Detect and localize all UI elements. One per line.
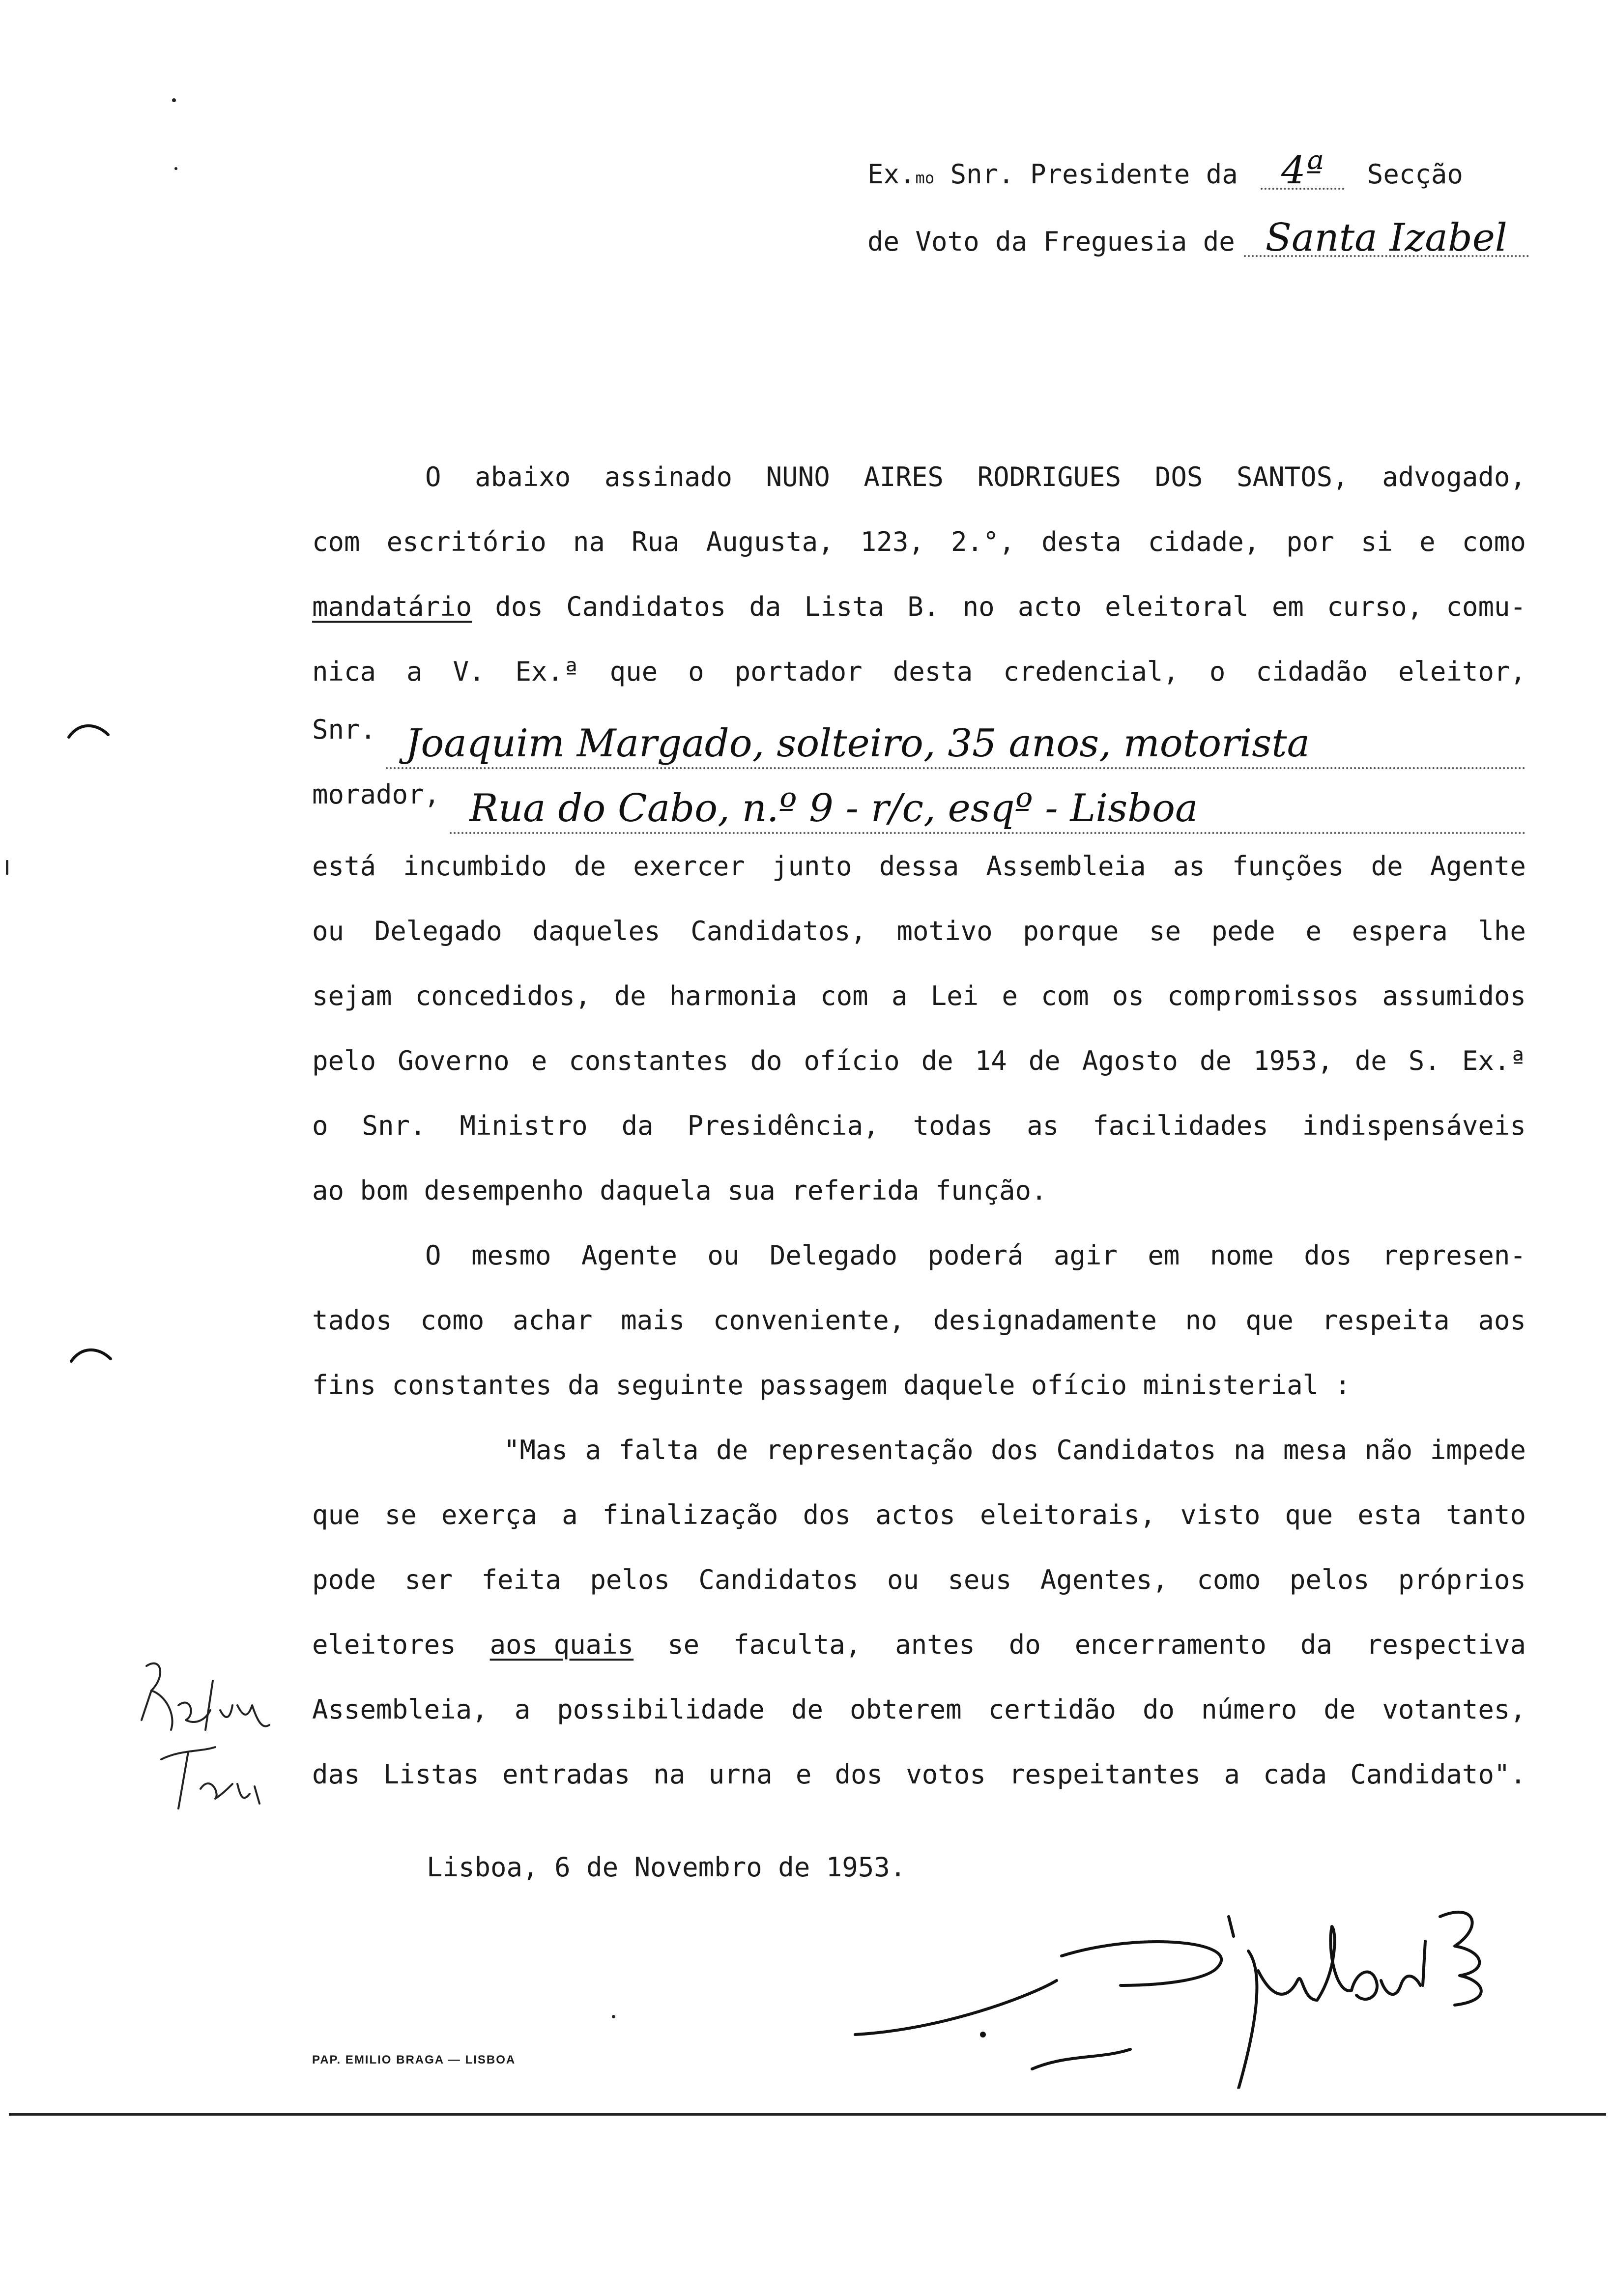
body-word: AIRES — [864, 461, 944, 492]
body-word: daqueles — [532, 916, 661, 947]
body-word: ofício — [804, 1045, 900, 1076]
body-line — [312, 574, 1526, 639]
body-word: aos — [1478, 1305, 1526, 1336]
body-word: visto — [1180, 1499, 1261, 1530]
body-line — [312, 1158, 1526, 1223]
body-word: do — [750, 1045, 782, 1076]
signature — [845, 1872, 1533, 2089]
body-word: concedidos, — [415, 980, 591, 1011]
body-word: e — [531, 1045, 547, 1076]
body-word: Lei — [930, 980, 979, 1011]
body-word: a — [562, 1499, 578, 1530]
body-line — [312, 639, 1526, 704]
quote-line — [312, 1418, 1526, 1483]
body-line — [312, 1223, 1526, 1288]
body-word: exercer — [633, 851, 745, 882]
body-line-text: fins constantes da seguinte passagem daquele ofício ministerial : — [312, 1370, 1351, 1401]
quote-line — [312, 1548, 1526, 1612]
body-word: está — [312, 851, 376, 882]
body-word: Ministro — [460, 1110, 588, 1141]
body-word: respeita — [1322, 1305, 1450, 1336]
snr-label: Snr. — [312, 714, 376, 745]
body-word: cidade, — [1148, 526, 1260, 557]
body-word: cada — [1263, 1759, 1327, 1790]
body-word: de — [1324, 1694, 1356, 1725]
body-word: de — [716, 1435, 748, 1465]
body-word: curso, — [1327, 591, 1423, 622]
body-word: o — [1209, 656, 1226, 687]
body-word: assumidos — [1382, 980, 1526, 1011]
body-word: próprios — [1398, 1564, 1526, 1595]
body-word: poderá — [927, 1240, 1024, 1271]
body-word: de — [791, 1694, 824, 1725]
body-word: que — [1245, 1305, 1294, 1336]
snr-field-row — [312, 704, 1526, 769]
body-word: de — [614, 980, 646, 1011]
body-word: pelos — [1289, 1564, 1370, 1595]
printer-imprint: PAP. EMILIO BRAGA — LISBOA — [312, 2053, 516, 2066]
body-word: em — [1271, 591, 1304, 622]
body-word: do — [1142, 1694, 1175, 1725]
body-word: da — [1300, 1629, 1332, 1660]
body-word: Candidatos — [566, 591, 726, 622]
body-word: a — [406, 656, 423, 687]
body-word: a — [891, 980, 908, 1011]
body-word: dos — [803, 1499, 851, 1530]
body-word: compromissos — [1167, 980, 1359, 1011]
body-word: certidão — [988, 1694, 1116, 1725]
body-word: a — [585, 1435, 602, 1465]
body-word: SANTOS, — [1237, 461, 1349, 492]
body-word: pede — [1211, 916, 1275, 947]
body-word: possibilidade — [557, 1694, 765, 1725]
body-word: comu- — [1446, 591, 1526, 622]
body-word: motivo — [896, 916, 993, 947]
body-word: e — [795, 1759, 812, 1790]
body-word: eleitor, — [1398, 656, 1526, 687]
body-word: urna — [708, 1759, 773, 1790]
body-word: finalização — [602, 1499, 778, 1530]
body-word: não — [1364, 1435, 1413, 1465]
body-word: mesa — [1283, 1435, 1347, 1465]
morador-label: morador, — [312, 779, 440, 810]
body-word: na — [1234, 1435, 1266, 1465]
body-word: e — [1419, 526, 1436, 557]
body-word: entradas — [502, 1759, 631, 1790]
body-word: pelos — [590, 1564, 670, 1595]
body-word: 14 — [975, 1045, 1007, 1076]
body-word: Candidatos — [1056, 1435, 1216, 1465]
body-word: represen- — [1382, 1240, 1526, 1271]
body-word: faculta, — [733, 1629, 862, 1660]
body-word: os — [1112, 980, 1144, 1011]
body-word: das — [312, 1759, 360, 1790]
body-word: O — [425, 461, 441, 492]
body-word: funções — [1232, 851, 1344, 882]
body-word: na — [653, 1759, 686, 1790]
body-word: o — [312, 1110, 328, 1141]
body-word: Agente — [581, 1240, 677, 1271]
header-ex-sup: mo — [915, 169, 935, 187]
body-word: por — [1286, 526, 1334, 557]
letter-header — [867, 143, 1531, 274]
body-word: as — [1027, 1110, 1059, 1141]
body-word: dos — [835, 1759, 883, 1790]
header-seccao-label: Secção — [1351, 159, 1463, 190]
body-word: B. — [907, 591, 940, 622]
punch-mark — [69, 1344, 113, 1364]
body-word: S. — [1408, 1045, 1440, 1076]
handwritten-freguesia: Santa Izabel — [1244, 221, 1529, 257]
body-line — [312, 834, 1526, 899]
body-word: e — [1002, 980, 1018, 1011]
body-word: seus — [948, 1564, 1012, 1595]
body-word: ser — [404, 1564, 453, 1595]
body-line-text: ao bom desempenho daquela sua referida função. — [312, 1175, 1047, 1206]
body-word: 123, — [860, 526, 924, 557]
body-word: Presidência, — [687, 1110, 879, 1141]
margin-handwritten-note — [132, 1646, 299, 1833]
body-word: respectiva — [1366, 1629, 1526, 1660]
body-word: Delegado — [374, 916, 502, 947]
body-word: votos — [906, 1759, 986, 1790]
body-line — [312, 1353, 1526, 1418]
body-word: representação — [765, 1435, 974, 1465]
body-word: votantes, — [1382, 1694, 1526, 1725]
body-word: de — [1354, 1045, 1387, 1076]
body-word: de — [1371, 851, 1403, 882]
body-word: Assembleia — [986, 851, 1146, 882]
body-word: que — [312, 1499, 360, 1530]
body-word: harmonia — [669, 980, 797, 1011]
body-word: pelo — [312, 1045, 376, 1076]
handwritten-agent-name: Joaquim Margado, solteiro, 35 anos, motorista — [386, 720, 1526, 769]
header-line-1 — [867, 143, 1531, 210]
body-word: conveniente, — [713, 1305, 905, 1336]
body-word: tanto — [1446, 1499, 1526, 1530]
body-word: as — [1173, 851, 1205, 882]
body-word: Rua — [631, 526, 680, 557]
body-word: Assembleia, — [312, 1694, 488, 1725]
body-word: portador — [734, 656, 863, 687]
body-word: Ex.ª — [515, 656, 579, 687]
body-word: nome — [1209, 1240, 1274, 1271]
body-word: lhe — [1478, 916, 1526, 947]
body-word: a — [1224, 1759, 1240, 1790]
body-word: pode — [312, 1564, 376, 1595]
body-word: antes — [895, 1629, 975, 1660]
body-word: escritório — [386, 526, 547, 557]
body-word: tados — [312, 1305, 392, 1336]
body-word: com — [820, 980, 868, 1011]
quote-line — [312, 1677, 1526, 1742]
body-word: assinado — [604, 461, 732, 492]
body-word: Listas — [383, 1759, 479, 1790]
body-word: Lista — [804, 591, 885, 622]
quote-line — [312, 1742, 1526, 1807]
date-line: Lisboa, 6 de Novembro de 1953. — [427, 1852, 906, 1883]
body-word: dos — [495, 591, 543, 622]
body-word: com — [1041, 980, 1089, 1011]
body-word: número — [1201, 1694, 1297, 1725]
body-line — [312, 1288, 1526, 1353]
punch-mark — [66, 720, 111, 740]
body-word: agir — [1053, 1240, 1118, 1271]
body-word: encerramento — [1074, 1629, 1267, 1660]
body-word: "Mas — [504, 1435, 568, 1465]
body-word: eleitorais, — [980, 1499, 1156, 1530]
body-word: cidadão — [1256, 656, 1368, 687]
body-word: Candidatos, — [691, 916, 866, 947]
body-word: advogado, — [1382, 461, 1526, 492]
letter-body — [312, 445, 1526, 1807]
header-freguesia-label: de Voto da Freguesia de — [867, 226, 1235, 257]
body-word: ou — [707, 1240, 740, 1271]
header-ex: Ex. — [867, 159, 916, 190]
body-line — [312, 1093, 1526, 1158]
body-word: Agentes, — [1040, 1564, 1168, 1595]
underlined-aos-quais: aos quais — [489, 1629, 634, 1660]
header-line-2 — [867, 210, 1531, 274]
body-word: achar — [512, 1305, 593, 1336]
body-line — [312, 964, 1526, 1029]
body-word: o — [688, 656, 704, 687]
body-word: constantes — [569, 1045, 729, 1076]
body-word: credencial, — [1003, 656, 1179, 687]
body-line — [312, 445, 1526, 510]
body-word: mesmo — [471, 1240, 551, 1271]
body-word: Snr. — [362, 1110, 426, 1141]
header-presidente-text: Snr. Presidente da — [934, 159, 1254, 190]
body-word: DOS — [1154, 461, 1203, 492]
body-word: feita — [481, 1564, 561, 1595]
body-word: facilidades — [1093, 1110, 1268, 1141]
body-word: Agente — [1430, 851, 1526, 882]
body-word: falta — [618, 1435, 699, 1465]
body-word: dos — [991, 1435, 1039, 1465]
body-word: como — [1462, 526, 1526, 557]
body-word: exerça — [441, 1499, 537, 1530]
body-word: em — [1148, 1240, 1180, 1271]
body-word: se — [667, 1629, 700, 1660]
body-word: si — [1361, 526, 1393, 557]
body-word: como — [1197, 1564, 1261, 1595]
handwritten-seccao-number: 4ª — [1261, 153, 1344, 190]
body-word: 2.°, — [950, 526, 1015, 557]
body-word: da — [749, 591, 781, 622]
body-line — [312, 899, 1526, 964]
body-word: ou — [312, 916, 345, 947]
speck — [172, 98, 176, 102]
bottom-rule — [9, 2113, 1606, 2116]
body-word: junto — [772, 851, 852, 882]
morador-field-row — [312, 769, 1526, 834]
body-word: no — [1185, 1305, 1217, 1336]
body-word: respeitantes — [1009, 1759, 1201, 1790]
body-word: eleitoral — [1105, 591, 1249, 622]
body-word: incumbido — [403, 851, 547, 882]
body-word: designadamente — [933, 1305, 1157, 1336]
body-word: se — [384, 1499, 417, 1530]
body-word: Augusta, — [706, 526, 834, 557]
body-word: V. — [453, 656, 485, 687]
body-word: O — [425, 1240, 441, 1271]
underlined-mandatario: mandatário — [312, 591, 472, 622]
body-word: da — [621, 1110, 654, 1141]
body-word: nica — [312, 656, 376, 687]
speck — [612, 2015, 615, 2018]
body-word: de — [921, 1045, 953, 1076]
body-word: porque — [1023, 916, 1119, 947]
quote-word: eleitores — [312, 1629, 456, 1660]
body-word: dos — [1304, 1240, 1352, 1271]
body-word: Governo — [398, 1045, 510, 1076]
body-word: com — [312, 526, 360, 557]
quote-line — [312, 1612, 1526, 1677]
body-word: sejam — [312, 980, 392, 1011]
body-word: RODRIGUES — [977, 461, 1122, 492]
body-word: actos — [875, 1499, 955, 1530]
body-word: que — [1285, 1499, 1333, 1530]
body-word: obterem — [850, 1694, 962, 1725]
body-word: 1953, — [1253, 1045, 1333, 1076]
body-word: desta — [892, 656, 973, 687]
body-word: impede — [1430, 1435, 1526, 1465]
body-word: e — [1305, 916, 1322, 947]
body-word: na — [573, 526, 605, 557]
body-word: no — [962, 591, 995, 622]
body-word: de — [574, 851, 606, 882]
body-word: que — [609, 656, 658, 687]
body-word: todas — [913, 1110, 993, 1141]
body-word: abaixo — [475, 461, 571, 492]
body-word: Agosto — [1082, 1045, 1178, 1076]
body-word: Delegado — [769, 1240, 897, 1271]
body-word: indispensáveis — [1302, 1110, 1526, 1141]
body-word: como — [420, 1305, 485, 1336]
body-word: esta — [1357, 1499, 1422, 1530]
body-word: se — [1149, 916, 1181, 947]
body-line — [312, 1029, 1526, 1093]
body-word: desta — [1041, 526, 1122, 557]
body-word: mais — [621, 1305, 685, 1336]
quote-line — [312, 1483, 1526, 1548]
body-word: ou — [887, 1564, 919, 1595]
body-word: espera — [1352, 916, 1448, 947]
body-word: Candidato". — [1350, 1759, 1526, 1790]
body-word: dessa — [879, 851, 959, 882]
speck — [6, 860, 8, 875]
body-word: Ex.ª — [1462, 1045, 1526, 1076]
body-word: do — [1008, 1629, 1041, 1660]
body-line — [312, 510, 1526, 574]
body-word: de — [1028, 1045, 1061, 1076]
body-word: Candidatos — [698, 1564, 859, 1595]
body-word: a — [514, 1694, 531, 1725]
body-word: NUNO — [766, 461, 830, 492]
body-word: de — [1200, 1045, 1232, 1076]
speck — [174, 167, 177, 170]
handwritten-address: Rua do Cabo, n.º 9 - r/c, esqº - Lisboa — [450, 785, 1526, 834]
body-word: acto — [1017, 591, 1082, 622]
